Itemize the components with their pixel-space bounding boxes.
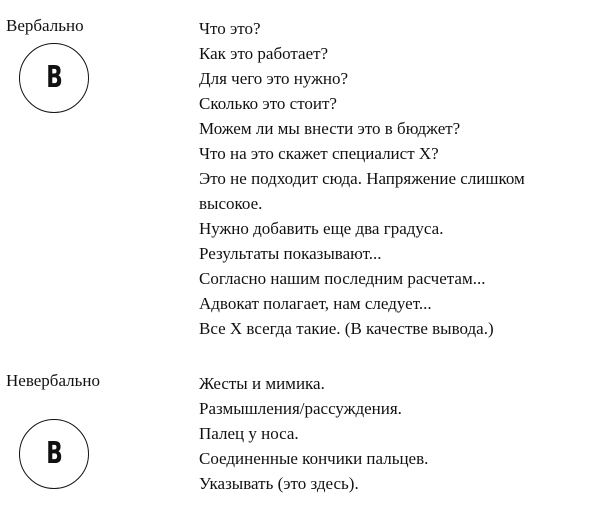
badge-letter: B <box>45 436 63 471</box>
list-item: Что на это скажет специалист X? <box>199 144 439 163</box>
b-circle-icon <box>19 43 89 113</box>
list-item: Сколько это стоит? <box>199 94 337 113</box>
list-item: Согласно нашим последним расчетам... <box>199 269 486 288</box>
list-item: Палец у носа. <box>199 424 299 443</box>
list-item: Соединенные кончики пальцев. <box>199 449 429 468</box>
b-circle-icon <box>19 419 89 489</box>
list-item: Жесты и мимика. <box>199 374 325 393</box>
phrase-list <box>199 371 428 496</box>
section-label: Вербально <box>6 16 84 35</box>
list-item: Размышления/рассуждения. <box>199 399 402 418</box>
section-label: Невербально <box>6 371 100 390</box>
list-item: Адвокат полагает, нам следует... <box>199 294 432 313</box>
list-item: высокое. <box>199 194 263 213</box>
list-item: Что это? <box>199 19 261 38</box>
phrase-list <box>199 16 525 341</box>
list-item: Нужно добавить еще два градуса. <box>199 219 444 238</box>
badge-letter: B <box>45 60 63 95</box>
list-item: Все X всегда такие. (В качестве вывода.) <box>199 319 494 338</box>
list-item: Результаты показывают... <box>199 244 382 263</box>
list-item: Как это работает? <box>199 44 329 63</box>
list-item: Это не подходит сюда. Напряжение слишком <box>199 169 525 188</box>
list-item: Указывать (это здесь). <box>199 474 359 493</box>
list-item: Для чего это нужно? <box>199 69 349 88</box>
list-item: Можем ли мы внести это в бюджет? <box>199 119 461 138</box>
